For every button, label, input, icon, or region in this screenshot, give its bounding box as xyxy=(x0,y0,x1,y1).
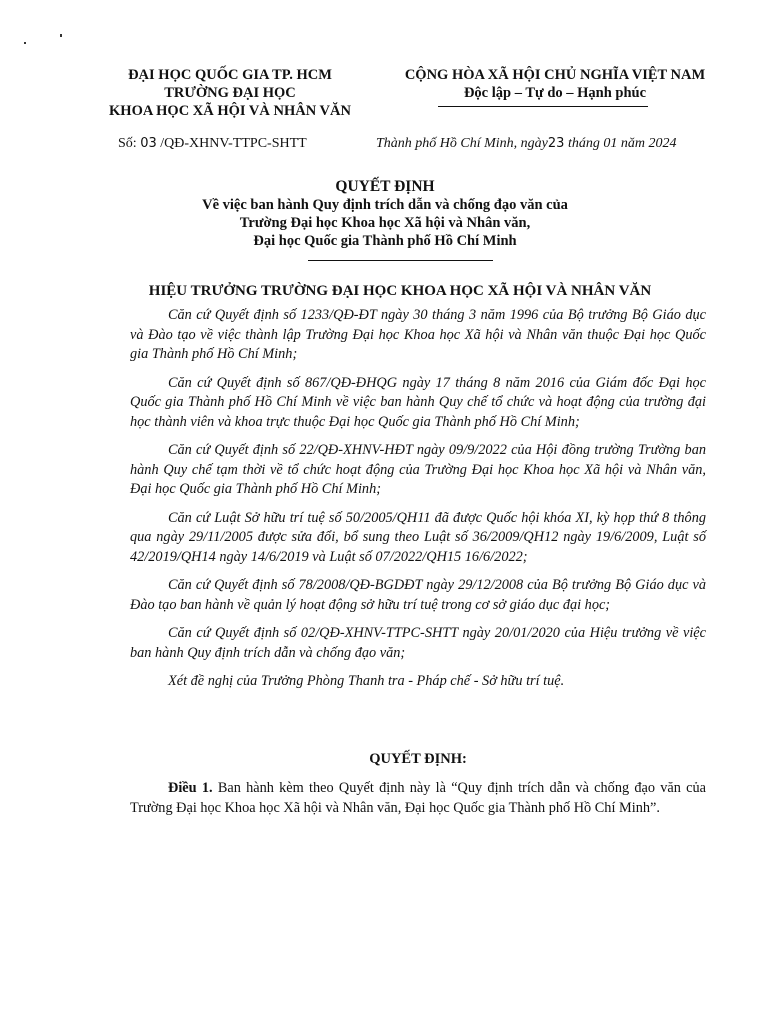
recital-paragraph: Căn cứ Luật Sở hữu trí tuệ số 50/2005/QH11 đã được Quốc hội khóa XI, kỳ họp thứ 8 thông qua ngày 29/11/2005 được sửa đổi, bổ sung theo Luật số 36/2009/QH12 ngày 19/6/2009, Luật số 42/2019/QH14 ngày 14/6/2019 và Luật số 07/2022/QH15 16/6/2022; xyxy=(130,509,706,565)
title-heading: QUYẾT ĐỊNH xyxy=(335,178,435,195)
national-motto: Độc lập – Tự do – Hạnh phúc xyxy=(463,85,647,101)
scan-speck xyxy=(60,34,62,37)
recital-paragraph: Căn cứ Quyết định số 78/2008/QĐ-BGDĐT ngày 29/12/2008 của Bộ trưởng Bộ Giáo dục và Đào tạo ban hành về quản lý hoạt động sở hữu trí tuệ trong cơ sở giáo dục đại học; xyxy=(130,577,706,613)
motto-underline xyxy=(438,106,648,107)
article-1-label: Điều 1. xyxy=(168,780,213,796)
document-title xyxy=(90,178,680,250)
place-date-suffix: tháng 01 năm 2024 xyxy=(564,136,677,151)
article-1-text: Ban hành kèm theo Quyết định này là “Quy định trích dẫn và chống đạo văn của Trường Đại học Khoa học Xã hội và Nhân văn, Đại học Quốc gia Thành phố Hồ Chí Minh”. xyxy=(130,780,706,816)
handwritten-day: 23 xyxy=(547,136,565,151)
recital-paragraph: Căn cứ Quyết định số 02/QĐ-XHNV-TTPC-SHTT ngày 20/01/2020 của Hiệu trưởng về việc ban hành Quy định trích dẫn và chống đạo văn; xyxy=(130,625,706,661)
document-number-prefix: Số: xyxy=(118,136,141,151)
school-name-line1: TRƯỜNG ĐẠI HỌC xyxy=(164,85,296,101)
title-rule xyxy=(308,260,493,261)
handwritten-number: 03 xyxy=(140,136,157,151)
recital-paragraph: Xét đề nghị của Trưởng Phòng Thanh tra - Pháp chế - Sở hữu trí tuệ. xyxy=(168,673,565,689)
recital-paragraph: Căn cứ Quyết định số 867/QĐ-ĐHQG ngày 17 tháng 8 năm 2016 của Giám đốc Đại học Quốc gia Thành phố Hồ Chí Minh về việc ban hành Quy chế tổ chức và hoạt động của trường đại học thành viên và khoa trực thuộc Đại học Quốc gia Thành phố Hồ Chí Minh; xyxy=(130,374,706,430)
country-name: CỘNG HÒA XÃ HỘI CHỦ NGHĨA VIỆT NAM xyxy=(404,67,706,83)
recital-paragraph: Căn cứ Quyết định số 22/QĐ-XHNV-HĐT ngày 09/9/2022 của Hội đồng trường Trường ban hành Quy chế tạm thời về tổ chức hoạt động của Trường Đại học Khoa học Xã hội và Nhân văn, Đại học Quốc gia Thành phố Hồ Chí Minh; xyxy=(130,442,706,497)
title-line-2: Trường Đại học Khoa học Xã hội và Nhân văn, xyxy=(239,215,531,231)
document-number-suffix: /QĐ-XHNV-TTPC-SHTT xyxy=(156,136,307,151)
authority-line: HIỆU TRƯỞNG TRƯỜNG ĐẠI HỌC KHOA HỌC XÃ HỘI VÀ NHÂN VĂN xyxy=(148,283,652,299)
article-1 xyxy=(130,778,706,818)
decision-heading: QUYẾT ĐỊNH: xyxy=(369,751,467,767)
title-line-1: Về việc ban hành Quy định trích dẫn và chống đạo văn của xyxy=(202,197,568,213)
national-header xyxy=(370,66,740,102)
issuing-authority-header xyxy=(80,66,380,120)
recital-paragraph: Căn cứ Quyết định số 1233/QĐ-ĐT ngày 30 tháng 3 năm 1996 của Bộ trưởng Bộ Giáo dục và Đào tạo về việc thành lập Trường Đại học Khoa học Xã hội và Nhân văn thuộc Đại học Quốc gia Thành phố Hồ Chí Minh; xyxy=(130,307,706,362)
recitals xyxy=(130,306,706,701)
school-name-line2: KHOA HỌC XÃ HỘI VÀ NHÂN VĂN xyxy=(109,103,351,119)
place-date-prefix: Thành phố Hồ Chí Minh, ngày xyxy=(376,136,548,151)
place-and-date xyxy=(376,136,676,152)
title-line-3: Đại học Quốc gia Thành phố Hồ Chí Minh xyxy=(253,233,517,249)
document-number xyxy=(118,136,307,152)
university-name: ĐẠI HỌC QUỐC GIA TP. HCM xyxy=(128,67,332,83)
scan-speck xyxy=(24,42,26,44)
